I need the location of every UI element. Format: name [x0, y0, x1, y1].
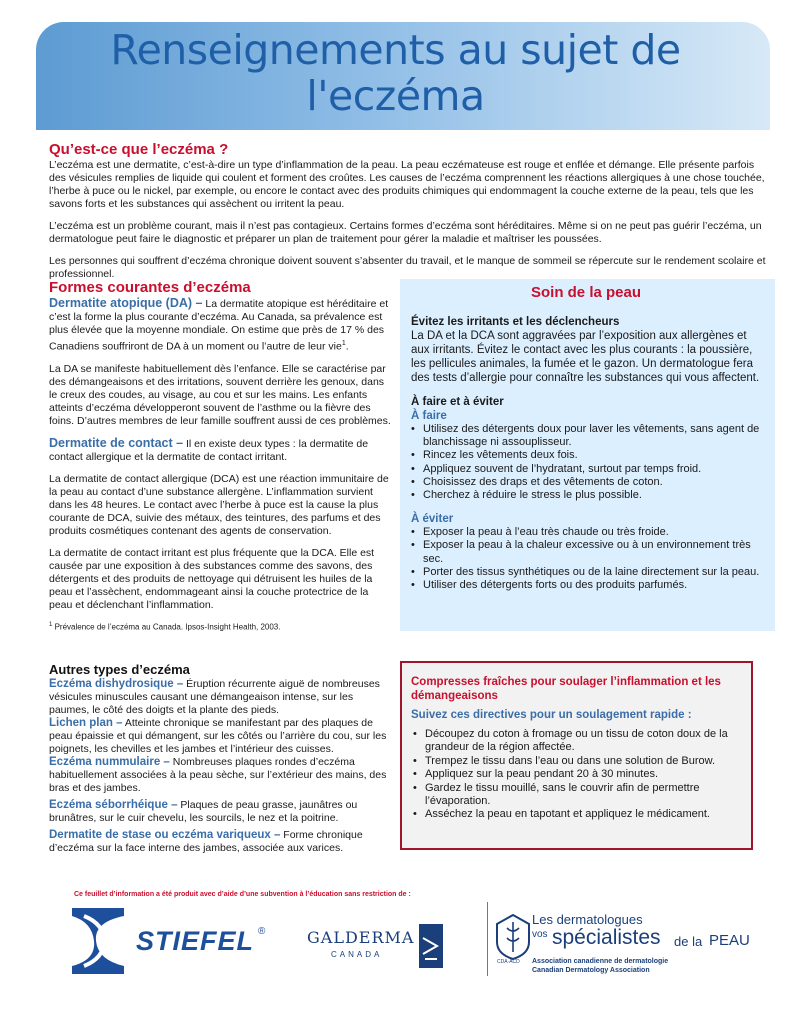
compress-heading: Compresses fraîches pour soulager l’inflammation et les démangeaisons	[411, 676, 721, 702]
other-item-text: Nombreuses plaques rondes d’eczéma habituellement associées à la peau sèche, sur l’extérieur des mains, des bras et des jambes.	[49, 756, 387, 794]
care-do-heading: À faire	[411, 410, 447, 422]
other-item-title: Dermatite de stase ou eczéma variqueux –	[49, 829, 281, 841]
galderma-logo	[307, 922, 445, 972]
what-paragraph-1: L’eczéma est une dermatite, c’est-à-dire un type d’inflammation de la peau. La peau eczémateuse est rouge et enflée et démange. Elle présente parfois des vésicules remplies de liquide qui coulent et forment des croûtes. Les causes de l’eczéma comprennent les réactions allergiques à une chose touchée, l’herbe à puce ou le nickel, par exemple, ou encore le contact avec des produits chimiques qui endommagent la couche externe de la peau, tels que les savons forts et les substances qui assèchent ou irritent la peau.	[49, 159, 765, 210]
care-dont-list	[411, 526, 761, 592]
cda-dela: de la	[674, 934, 703, 949]
da-title: Dermatite atopique (DA) –	[49, 296, 203, 310]
list-item: • Appliquez souvent de l’hydratant, surtout par temps froid.	[411, 463, 761, 476]
other-item-dishydrosique	[49, 678, 389, 717]
other-item-seborrheique	[49, 799, 389, 825]
other-item-lichen	[49, 717, 389, 756]
galderma-mark-icon	[419, 924, 443, 968]
what-paragraph-3: Les personnes qui souffrent d’eczéma chronique doivent souvent s’absenter du travail, et le manque de sommeil se répercute sur le rendement scolaire et professionnel.	[49, 255, 766, 280]
stiefel-wordmark: STIEFEL	[136, 926, 255, 956]
other-heading: Autres types d’eczéma	[49, 662, 190, 677]
other-item-text: Forme chronique d’eczéma sur la face interne des jambes, associée aux varices.	[49, 829, 363, 854]
other-item-text: Atteinte chronique se manifestant par des plaques de peau épaissie et qui démangent, sur les côtés ou l’arrière du cou, sur les poignets, les chevilles et les jambes et l’intérieur des cuisses.	[49, 717, 387, 755]
other-item-nummulaire	[49, 756, 389, 795]
stiefel-s-icon	[66, 906, 130, 976]
da-footnote-ref: 1	[341, 340, 346, 347]
compress-box	[400, 661, 753, 850]
care-avoid-heading: Évitez les irritants et les déclencheurs	[411, 316, 620, 328]
footer-divider	[487, 902, 488, 976]
list-item: • Asséchez la peau en tapotant et appliquez le médicament.	[413, 808, 741, 821]
footnote-num: 1	[49, 621, 53, 628]
section-forms	[49, 279, 392, 632]
list-item: • Exposer la peau à l’eau très chaude ou très froide.	[411, 526, 761, 539]
care-avoid-text: La DA et la DCA sont aggravées par l’exposition aux allergènes et aux irritants. Évitez le contact avec les plus courants : la poussière, les pellicules animales, la fumée et le gazon. Un dermatologue fera des tests d’allergie pour connaître les substances qui vous affectent.	[411, 330, 760, 384]
skin-care-box	[400, 279, 775, 631]
list-item: • Rincez les vêtements deux fois.	[411, 449, 761, 462]
other-item-title: Eczéma séborrhéique –	[49, 799, 178, 811]
list-item: • Cherchez à réduire le stress le plus possible.	[411, 489, 761, 502]
list-item: • Porter des tissus synthétiques ou de la laine directement sur la peau.	[411, 566, 761, 579]
cda-line1: Les dermatologues	[532, 912, 643, 927]
footnote	[49, 620, 392, 633]
stiefel-logo	[66, 906, 266, 976]
dc-paragraph-3: La dermatite de contact irritant est plus fréquente que la DCA. Elle est causée par une exposition à des substances comme des savons, des détergents et des produits de nettoyage qui détruisent les huiles de la peau et l’assèchent, endommageant ainsi la couche protectrice de la peau et déclenchant l’inflammation.	[49, 546, 375, 611]
care-dodont-heading: À faire et à éviter	[411, 396, 504, 408]
page-title-line1: Renseignements au sujet de	[110, 26, 681, 74]
other-item-stase	[49, 829, 389, 855]
compress-list	[411, 728, 741, 822]
cda-peau: PEAU	[709, 932, 750, 949]
dc-paragraph	[49, 437, 392, 464]
list-item: • Trempez le tissu dans l’eau ou dans une solution de Burow.	[413, 755, 741, 768]
da-paragraph	[49, 297, 392, 354]
compress-subheading: Suivez ces directives pour un soulagement rapide :	[411, 709, 692, 721]
care-heading: Soin de la peau	[530, 284, 642, 301]
sponsor-note: Ce feuillet d’information a été produit avec d’aide d’une subvention à l’éducation sans restriction de :	[74, 891, 411, 898]
dc-paragraph-2: La dermatite de contact allergique (DCA) est une réaction immunitaire de la peau au contact d’une substance allergène. L’inflammation survient dans les 48 heures. Le contact avec l’herbe à puce est la cause la plus courante de DCA, suivie des métaux, des teintures, des parfums et des produits cosmétiques contenant des agents de conservation.	[49, 472, 389, 537]
da-paragraph-2: La DA se manifeste habituellement dès l’enfance. Elle se caractérise par des démangeaisons et des irritations, souvent derrière les genoux, dans le creux des coudes, au visage, au cou et sur les mains. Les enfants atteints d’eczéma développeront souvent de l’asthme ou la fièvre des foins. D’autres membres de leur famille souffrent aussi de ces problèmes.	[49, 362, 391, 427]
galderma-wordmark: GALDERMA	[307, 928, 415, 947]
da-end: .	[345, 340, 349, 353]
da-text: La dermatite atopique est héréditaire et c’est la forme la plus courante d’eczéma. Au Canada, sa prévalence est plus élevée que la moyenne mondiale. On estime que près de 17 % des Canadiens souffriront de DA à un moment ou l’autre de leur vie	[49, 298, 389, 353]
what-heading: Qu’est-ce que l’eczéma ?	[49, 141, 229, 158]
other-item-title: Eczéma nummulaire –	[49, 756, 170, 768]
other-item-title: Lichen plan –	[49, 717, 123, 729]
cda-assoc-fr: Association canadienne de dermatologie	[532, 958, 669, 965]
section-what	[49, 141, 771, 281]
cda-seal-text: CDA·ACD	[497, 959, 520, 965]
list-item: • Choisissez des draps et des vêtements de coton.	[411, 476, 761, 489]
dc-title: Dermatite de contact –	[49, 435, 184, 450]
page-title-line2: l'eczéma	[306, 72, 485, 120]
list-item: • Gardez le tissu mouillé, sans le couvrir afin de permettre l’évaporation.	[413, 782, 741, 809]
cda-seal-icon	[496, 914, 530, 960]
what-paragraph-2: L’eczéma est un problème courant, mais il n’est pas contagieux. Certains formes d’eczéma sont héréditaires. Même si on ne peut pas guérir l’eczéma, un dermatologue peut faire le diagnostic et préparer un plan de traitement pour gérer la maladie et maîtriser les poussées.	[49, 220, 762, 245]
care-do-list	[411, 423, 761, 502]
list-item: • Exposer la peau à la chaleur excessive ou à un environnement très sec.	[411, 539, 761, 565]
galderma-canada: CANADA	[331, 950, 383, 959]
stiefel-registered: ®	[258, 926, 266, 937]
other-item-text: Plaques de peau grasse, jaunâtres ou brunâtres, sur le cuir chevelu, les sourcils, le nez et la poitrine.	[49, 799, 358, 824]
section-other	[49, 662, 389, 855]
cda-assoc-en: Canadian Dermatology Association	[532, 967, 650, 974]
other-item-text: Éruption récurrente aiguë de nombreuses vésicules minuscules causant une démangeaison intense, sur les paumes, le côté des doigts et la plante des pieds.	[49, 678, 380, 716]
cda-logo	[496, 912, 766, 982]
cda-vos: vos	[532, 929, 548, 940]
list-item: • Utiliser des détergents forts ou des produits parfumés.	[411, 579, 761, 592]
list-item: • Appliquez sur la peau pendant 20 à 30 minutes.	[413, 768, 741, 781]
forms-heading: Formes courantes d’eczéma	[49, 279, 251, 296]
care-dont-heading: À éviter	[411, 513, 454, 526]
dc-text: Il en existe deux types : la dermatite de contact allergique et la dermatite de contact irritant.	[49, 437, 369, 463]
other-item-title: Eczéma dishydrosique –	[49, 678, 184, 690]
cda-specialistes: spécialistes	[552, 926, 661, 949]
list-item: • Utilisez des détergents doux pour laver les vêtements, sans agent de blanchissage ni assouplisseur.	[411, 423, 761, 449]
list-item: • Découpez du coton à fromage ou un tissu de coton doux de la grandeur de la région affectée.	[413, 728, 741, 755]
footnote-text: Prévalence de l’eczéma au Canada. Ipsos-Insight Health, 2003.	[52, 622, 281, 632]
